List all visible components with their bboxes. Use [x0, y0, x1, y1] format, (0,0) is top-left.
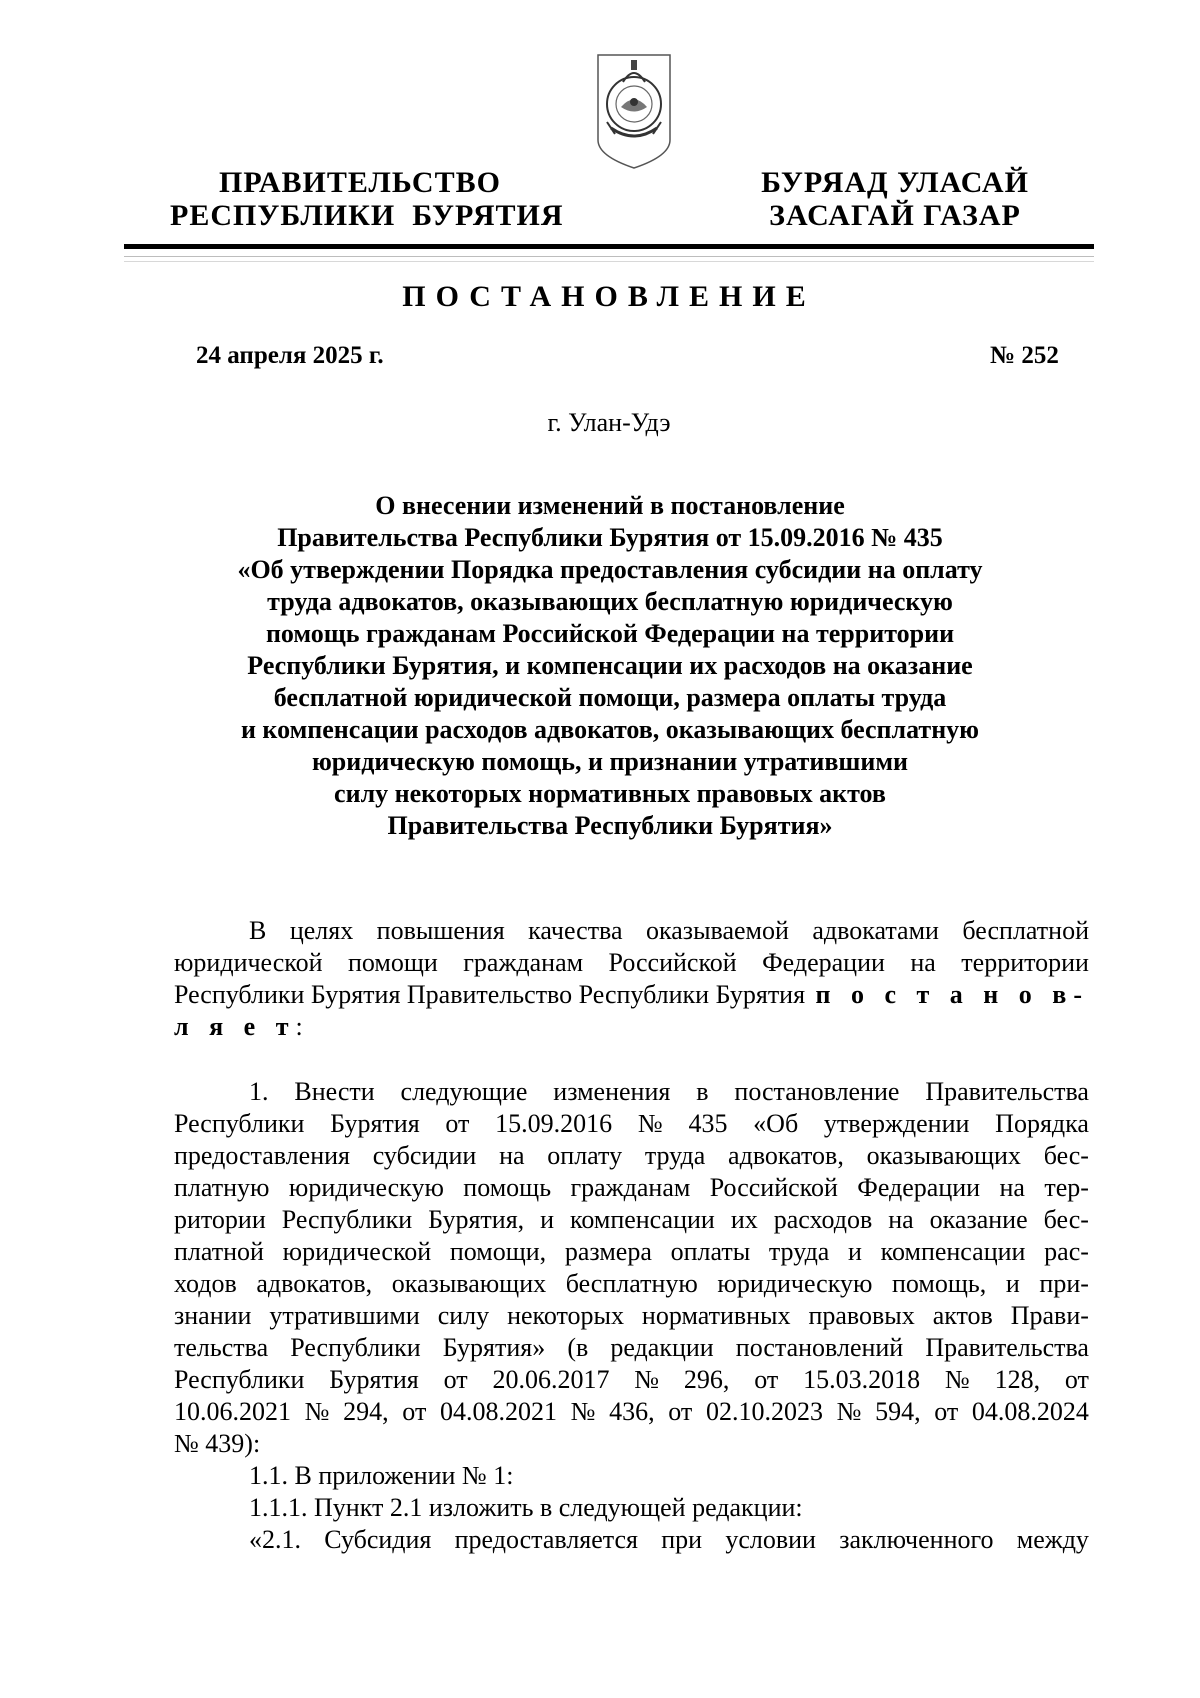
body-word: помощь, — [892, 1269, 987, 1298]
resolves-word: л я е т — [174, 1012, 296, 1041]
body-word: при — [661, 1525, 703, 1554]
title-line: труда адвокатов, оказывающих бесплатную юридическую — [267, 587, 953, 616]
body-word: адвокатов, — [256, 1269, 373, 1298]
body-word: адвокатами — [812, 916, 939, 945]
document-number: № 252 — [990, 342, 1059, 369]
body-word: Российской — [709, 1173, 838, 1202]
body-word: целях — [289, 916, 354, 945]
body-word: оказание — [929, 1205, 1028, 1234]
body-word: № — [634, 1365, 660, 1394]
body-word: № — [304, 1397, 330, 1426]
body-word: от — [402, 1397, 427, 1426]
body-word: оказывающих — [866, 1141, 1021, 1170]
body-word: их — [730, 1205, 758, 1234]
body-word: знании — [174, 1301, 252, 1330]
body-word: Прави- — [1010, 1301, 1089, 1330]
org-name-line: РЕСПУБЛИКИ БУРЯТИЯ — [170, 199, 564, 232]
body-line — [174, 1011, 1089, 1043]
body-word: платную — [174, 1173, 270, 1202]
body-word: 436, — [609, 1397, 655, 1426]
body-word: предоставления — [174, 1141, 350, 1170]
body-word: 20.06.2017 — [492, 1365, 610, 1394]
header-divider-thick — [124, 244, 1094, 249]
body-line — [174, 1364, 1089, 1396]
body-word: предоставляется — [454, 1525, 638, 1554]
body-word: Республики — [174, 1109, 305, 1138]
body-word: 594, — [875, 1397, 921, 1426]
body-text: : — [295, 1012, 303, 1041]
body-word: от — [1064, 1365, 1089, 1394]
body-word: юридическую — [717, 1269, 873, 1298]
body-word: утратившими — [269, 1301, 420, 1330]
body-word: Бурятия» — [442, 1333, 546, 1362]
body-line — [174, 1396, 1089, 1428]
body-word: 1. — [249, 1077, 269, 1106]
body-line — [174, 979, 1089, 1011]
body-line — [174, 1236, 1089, 1268]
body-word: от — [443, 1365, 468, 1394]
title-line: Правительства Республики Бурятия» — [387, 811, 833, 840]
body-word: Республики — [281, 1205, 413, 1234]
body-word: ритории — [174, 1205, 266, 1234]
body-word: редакции — [610, 1333, 714, 1362]
body-word: (в — [567, 1333, 589, 1362]
paragraph-gap — [174, 1043, 1089, 1076]
body-word: силу — [437, 1301, 490, 1330]
body-line — [174, 1140, 1089, 1172]
body-word: юридической — [282, 1237, 432, 1266]
body-word: тельства — [174, 1333, 269, 1362]
body-word: № — [637, 1109, 663, 1138]
body-word: Российской — [608, 948, 737, 977]
body-word: «Об — [753, 1109, 799, 1138]
body-word: оплаты — [670, 1237, 751, 1266]
body-word: 435 — [688, 1109, 728, 1138]
body-word: на — [910, 948, 936, 977]
body-word: актов — [932, 1301, 993, 1330]
body-word: между — [1016, 1525, 1089, 1554]
body-word: размера — [564, 1237, 652, 1266]
body-word: Внести — [294, 1077, 375, 1106]
body-word: 296, — [683, 1365, 730, 1394]
body-word: следующие — [400, 1077, 528, 1106]
document-city: г. Улан-Удэ — [547, 408, 671, 437]
org-name-line: ПРАВИТЕЛЬСТВО — [219, 166, 501, 199]
body-word: № — [836, 1397, 862, 1426]
body-word: 02.10.2023 — [705, 1397, 823, 1426]
org-name-line: БУРЯАД УЛАСАЙ — [761, 166, 1029, 199]
body-word: 10.06.2021 — [174, 1397, 291, 1426]
body-text: Республики Бурятия Правительство Республики Бурятия — [174, 980, 806, 1009]
body-word: качества — [528, 916, 623, 945]
body-line — [174, 1172, 1089, 1204]
body-word: бесплатной — [962, 916, 1089, 945]
body-word: Субсидия — [324, 1525, 432, 1554]
body-word: компенсации — [570, 1205, 715, 1234]
body-word: труда — [644, 1141, 706, 1170]
body-word: 128, — [994, 1365, 1041, 1394]
body-word: заключенного — [839, 1525, 994, 1554]
title-line: Республики Бурятия, и компенсации их расходов на оказание — [247, 651, 973, 680]
body-word: постановление — [734, 1077, 900, 1106]
body-word: Бурятия, — [428, 1205, 525, 1234]
document-body — [174, 915, 1089, 1556]
body-word: труда — [768, 1237, 830, 1266]
body-word: гражданам — [463, 948, 584, 977]
body-word: бесплатную — [565, 1269, 698, 1298]
body-word: от — [445, 1109, 470, 1138]
body-word: № — [570, 1397, 596, 1426]
title-line: Правительства Республики Бурятия от 15.09.2016 № 435 — [277, 523, 943, 552]
document-date: 24 апреля 2025 г. — [196, 342, 384, 369]
body-line: 1.1.1. Пункт 2.1 изложить в следующей редакции: — [249, 1493, 803, 1522]
body-word: Республики — [290, 1333, 421, 1362]
body-line — [174, 1332, 1089, 1364]
title-line: О внесении изменений в постановление — [375, 491, 845, 520]
body-word: Правительства — [925, 1077, 1089, 1106]
body-word: на — [499, 1141, 525, 1170]
body-word: на — [888, 1205, 914, 1234]
body-line — [174, 1268, 1089, 1300]
resolves-word: п о с т а н о в- — [815, 980, 1089, 1009]
body-word: № — [944, 1365, 970, 1394]
body-word: компенсации — [880, 1237, 1026, 1266]
body-word: платной — [174, 1237, 264, 1266]
body-word: гражданам — [570, 1173, 691, 1202]
body-line: № 439): — [174, 1429, 261, 1458]
body-word: помощи, — [449, 1237, 547, 1266]
body-word: территории — [961, 948, 1089, 977]
body-word: при- — [1039, 1269, 1089, 1298]
body-word: адвокатов, — [728, 1141, 844, 1170]
header-divider-thin — [124, 256, 1094, 257]
title-line: силу некоторых нормативных правовых актов — [334, 779, 886, 808]
body-word: ходов — [174, 1269, 237, 1298]
title-line: «Об утверждении Порядка предоставления субсидии на оплату — [237, 555, 983, 584]
body-word: 04.08.2024 — [971, 1397, 1089, 1426]
body-line — [174, 1524, 1089, 1556]
title-line: помощь гражданам Российской Федерации на территории — [265, 619, 955, 648]
body-word: в — [696, 1077, 709, 1106]
body-word: В — [249, 916, 267, 945]
document-type: ПОСТАНОВЛЕНИЕ — [402, 280, 816, 313]
org-name-russian — [170, 166, 564, 232]
body-word: «2.1. — [249, 1525, 301, 1554]
org-name-line: ЗАСАГАЙ ГАЗАР — [769, 199, 1021, 232]
body-word: повышения — [376, 916, 505, 945]
body-word: Федерации — [857, 1173, 981, 1202]
body-word: Правительства — [925, 1333, 1089, 1362]
title-line: юридическую помощь, и признании утратившими — [311, 747, 909, 776]
body-word: помощь — [463, 1173, 552, 1202]
body-word: тер- — [1044, 1173, 1089, 1202]
body-word: изменения — [553, 1077, 671, 1106]
body-word: юридической — [174, 948, 323, 977]
body-word: от — [934, 1397, 959, 1426]
body-word: 04.08.2021 — [439, 1397, 557, 1426]
body-word: 294, — [343, 1397, 389, 1426]
body-line — [174, 915, 1089, 947]
body-word: Порядка — [995, 1109, 1089, 1138]
body-word: расходов — [773, 1205, 873, 1234]
body-word: бес- — [1043, 1205, 1089, 1234]
body-word: 15.03.2018 — [803, 1365, 921, 1394]
body-line — [174, 1076, 1089, 1108]
body-line — [174, 1300, 1089, 1332]
body-word: и — [540, 1205, 555, 1234]
body-word: бес- — [1043, 1141, 1089, 1170]
body-line: 1.1. В приложении № 1: — [249, 1461, 514, 1490]
body-word: оказываемой — [646, 916, 789, 945]
body-word: Бурятия — [329, 1365, 419, 1394]
title-line: и компенсации расходов адвокатов, оказывающих бесплатную — [240, 715, 980, 744]
body-word: условии — [725, 1525, 816, 1554]
body-word: Федерации — [762, 948, 885, 977]
body-word: рас- — [1044, 1237, 1089, 1266]
document-title — [180, 490, 1040, 842]
body-word: Бурятия — [330, 1109, 420, 1138]
body-word: юридическую — [288, 1173, 444, 1202]
body-word: правовых — [808, 1301, 915, 1330]
body-line — [174, 1108, 1089, 1140]
body-word: утверждении — [823, 1109, 970, 1138]
coat-of-arms-icon — [595, 52, 673, 170]
body-word: и — [1005, 1269, 1020, 1298]
body-word: постановлений — [735, 1333, 904, 1362]
body-word: оказывающих — [391, 1269, 547, 1298]
body-word: нормативных — [641, 1301, 791, 1330]
body-line — [174, 947, 1089, 979]
body-word: от — [754, 1365, 779, 1394]
body-word: помощи — [347, 948, 438, 977]
body-word: на — [999, 1173, 1025, 1202]
title-line: бесплатной юридической помощи, размера оплаты труда — [273, 683, 947, 712]
header-divider-thin — [124, 261, 1094, 262]
body-word: некоторых — [507, 1301, 624, 1330]
body-word: субсидии — [372, 1141, 477, 1170]
body-word: и — [848, 1237, 862, 1266]
body-line — [174, 1204, 1089, 1236]
body-word: оплату — [547, 1141, 623, 1170]
body-word: от — [668, 1397, 693, 1426]
body-word: Республики — [174, 1365, 305, 1394]
org-name-buryat — [755, 166, 1035, 232]
body-word: 15.09.2016 — [495, 1109, 613, 1138]
